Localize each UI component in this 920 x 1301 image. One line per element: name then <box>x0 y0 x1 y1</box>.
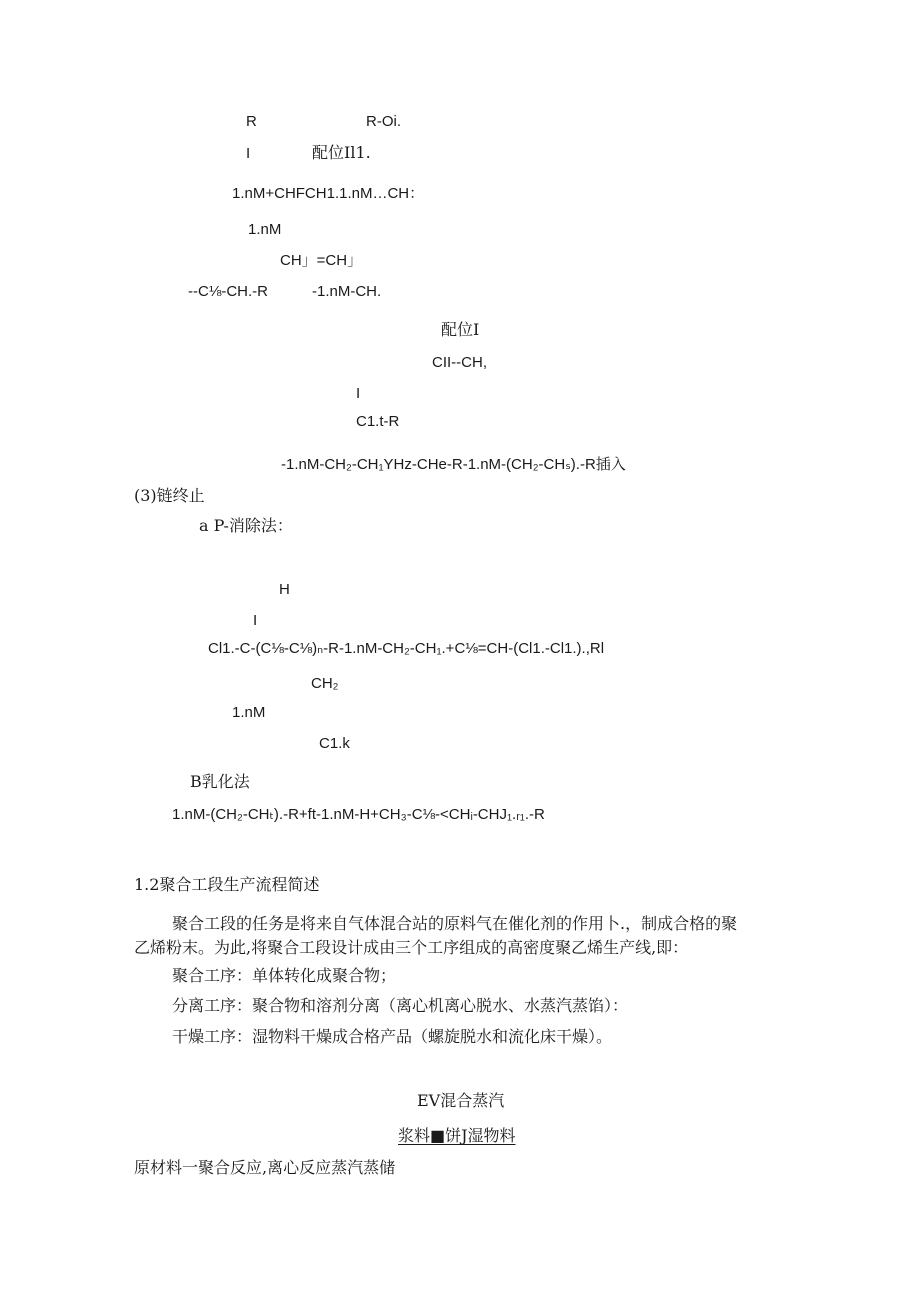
flow-label: 浆料■饼J湿物料 <box>398 1126 516 1145</box>
r-oi-label: R-Oi. <box>366 113 401 130</box>
elimination-equation: Cl1.-C-(C⅛-C⅛)ₙ-R-1.nM-CH₂-CH₁.+C⅛=CH-(Cl1.-Cl1.).,Rl <box>208 640 605 657</box>
process-item: 聚合工序：单体转化成聚合物； <box>172 966 397 985</box>
paragraph-line: 乙烯粉末。为此,将聚合工段设计成由三个工序组成的高密度聚乙烯生产线,即： <box>134 938 689 957</box>
reaction-equation: 1.nM+CHFCH1.1.nM…CH： <box>232 185 425 202</box>
r-group-label: R <box>246 113 257 130</box>
ch2-label: CH₂ <box>311 675 339 692</box>
lnm-label: 1.nM <box>232 704 266 721</box>
ethylene-formula: CH」=CH」 <box>280 252 363 269</box>
bond-bar: I <box>246 145 251 162</box>
section-heading: 1.2聚合工段生产流程简述 <box>134 875 320 894</box>
flow-line: 原材料一聚合反应,离心反应蒸汽蒸储 <box>134 1158 396 1177</box>
c1k-label: C1.k <box>319 735 350 752</box>
c1t-r-formula: C1.t-R <box>356 413 400 430</box>
termination-heading: (3)链终止 <box>134 486 205 505</box>
hydrogen-label: H <box>279 581 290 598</box>
cii-ch-formula: CII--CH, <box>432 354 487 371</box>
process-item: 干燥工序：湿物料干燥成合格产品（螺旋脱水和流化床干燥）。 <box>172 1027 613 1046</box>
flow-label: EV混合蒸汽 <box>417 1091 505 1110</box>
method-b-label: B乳化法 <box>190 772 250 791</box>
insertion-equation: -1.nM-CH₂-CH₁YHz-CHe-R-1.nM-(CH₂-CHₛ).-R插入 <box>281 456 626 473</box>
method-a-label: a P-消除法： <box>199 516 293 535</box>
coordination-label: 配位Il1. <box>312 143 371 162</box>
process-item: 分离工序：聚合物和溶剂分离（离心机离心脱水、水蒸汽蒸馅）： <box>172 996 629 1015</box>
bond-bar: I <box>253 612 258 629</box>
chain-formula-left: --C⅛-CH.-R <box>188 283 268 300</box>
emulsion-equation: 1.nM-(CH₂-CHₜ).-R+ft-1.nM-H+CH₃-C⅛-<CHᵢ-CHJ₁.ᵣ₁.-R <box>172 806 545 823</box>
coordination-label: 配位I <box>441 320 480 339</box>
lnm-label: 1.nM <box>248 221 282 238</box>
bond-bar: I <box>356 385 361 402</box>
paragraph-line: 聚合工段的任务是将来自气体混合站的原料气在催化剂的作用卜.，制成合格的聚 <box>172 914 738 933</box>
chain-formula-right: -1.nM-CH. <box>312 283 382 300</box>
